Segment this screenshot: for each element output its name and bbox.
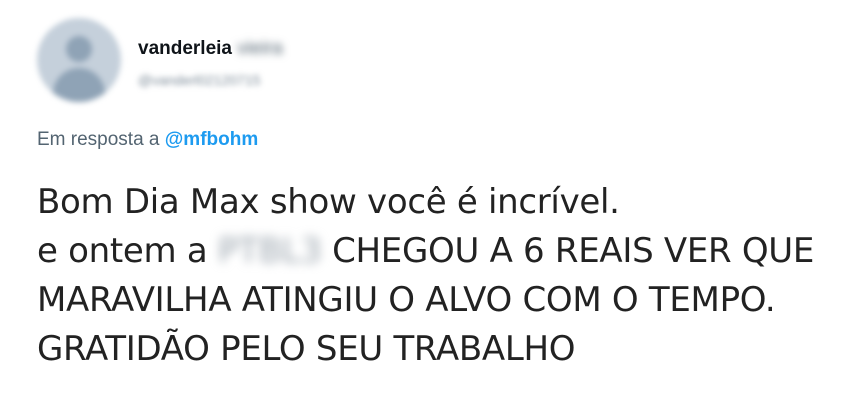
redacted-ticker: PTBL3 xyxy=(217,231,322,271)
author-name[interactable]: vanderleia xyxy=(138,38,232,59)
tweet-text-line-4: GRATIDÃO PELO SEU TRABALHO xyxy=(37,329,576,369)
tweet-text xyxy=(37,178,837,374)
tweet-text-line-2-start: e ontem a xyxy=(37,231,218,271)
reply-mention-link[interactable]: @mfbohm xyxy=(164,129,259,150)
avatar-head-shape xyxy=(66,36,92,62)
tweet-text-line-2-end: CHEGOU A 6 REAIS VER QUE xyxy=(321,231,815,271)
reply-context xyxy=(37,129,258,151)
reply-prefix: Em resposta a xyxy=(37,129,165,150)
author-name-line[interactable] xyxy=(138,38,283,60)
tweet-text-line-1: Bom Dia Max show você é incrível. xyxy=(37,182,620,222)
tweet-text-line-3: MARAVILHA ATINGIU O ALVO COM O TEMPO. xyxy=(37,280,776,320)
author-name-blurred: vieira xyxy=(237,38,283,59)
avatar-body-shape xyxy=(53,68,105,102)
author-handle[interactable]: @vanderl02120715 xyxy=(138,72,261,88)
tweet-text-line-2 xyxy=(37,227,837,276)
avatar[interactable] xyxy=(37,18,121,102)
